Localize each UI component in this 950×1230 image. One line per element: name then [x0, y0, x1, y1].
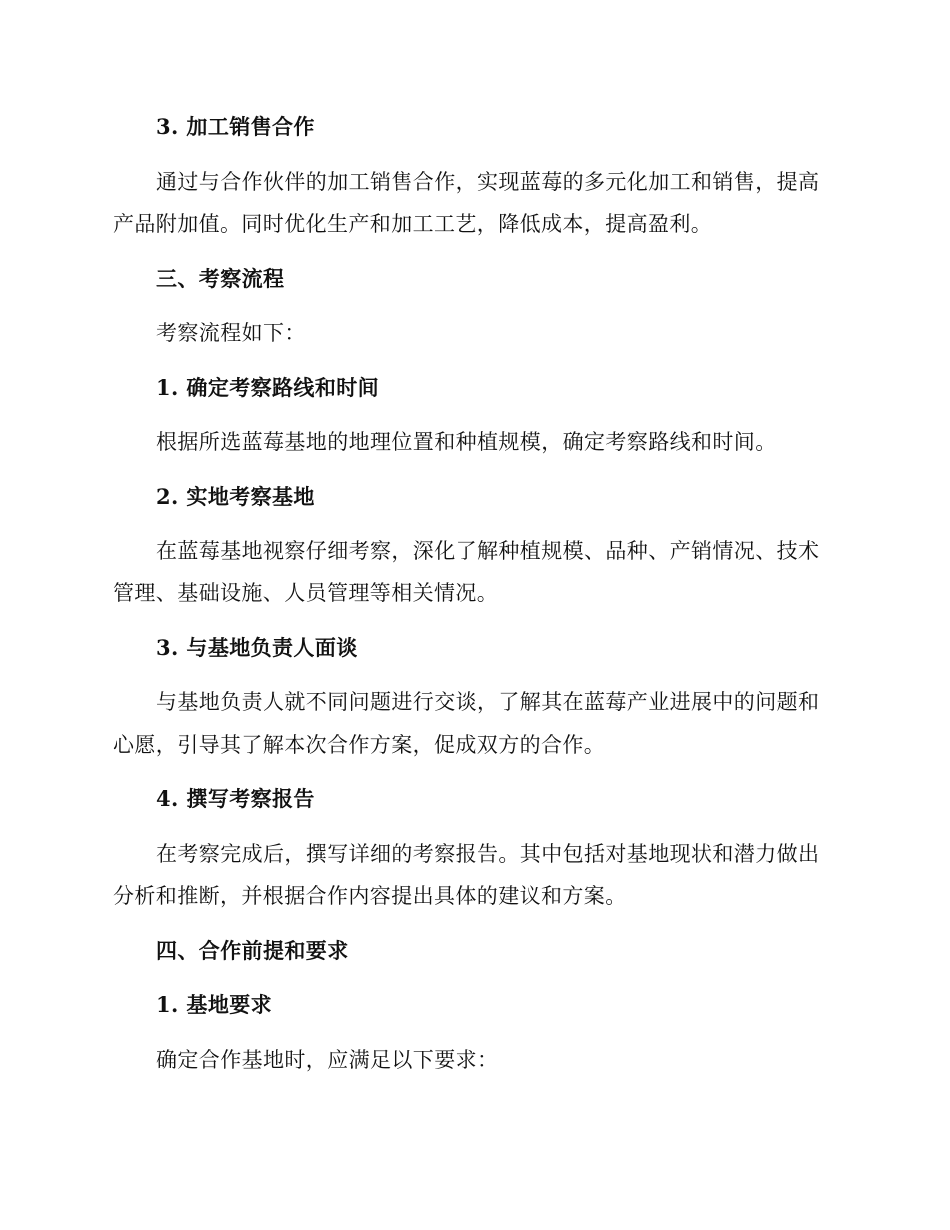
paragraph-line: 分析和推断，并根据合作内容提出具体的建议和方案。	[113, 884, 627, 908]
section-heading: 2. 实地考察基地	[156, 484, 315, 509]
paragraph-line: 考察流程如下：	[156, 321, 306, 345]
paragraph-line: 在考察完成后，撰写详细的考察报告。其中包括对基地现状和潜力做出	[156, 842, 820, 866]
paragraph-line: 产品附加值。同时优化生产和加工工艺，降低成本，提高盈利。	[113, 212, 713, 236]
section-heading: 1. 确定考察路线和时间	[156, 375, 380, 400]
paragraph-line: 通过与合作伙伴的加工销售合作，实现蓝莓的多元化加工和销售，提高	[156, 170, 820, 194]
paragraph-line: 与基地负责人就不同问题进行交谈，了解其在蓝莓产业进展中的问题和	[156, 690, 820, 714]
section-heading: 3. 加工销售合作	[156, 114, 315, 139]
paragraph-line: 管理、基础设施、人员管理等相关情况。	[113, 581, 499, 605]
section-heading: 4. 撰写考察报告	[156, 786, 315, 811]
section-heading: 1. 基地要求	[156, 992, 273, 1017]
chapter-heading: 三、考察流程	[156, 266, 285, 291]
chapter-heading: 四、合作前提和要求	[156, 938, 349, 963]
paragraph-line: 在蓝莓基地视察仔细考察，深化了解种植规模、品种、产销情况、技术	[156, 539, 820, 563]
paragraph-line: 心愿，引导其了解本次合作方案，促成双方的合作。	[113, 733, 606, 757]
paragraph-line: 根据所选蓝莓基地的地理位置和种植规模，确定考察路线和时间。	[156, 430, 777, 454]
paragraph-line: 确定合作基地时，应满足以下要求：	[156, 1048, 499, 1072]
section-heading: 3. 与基地负责人面谈	[156, 635, 358, 660]
